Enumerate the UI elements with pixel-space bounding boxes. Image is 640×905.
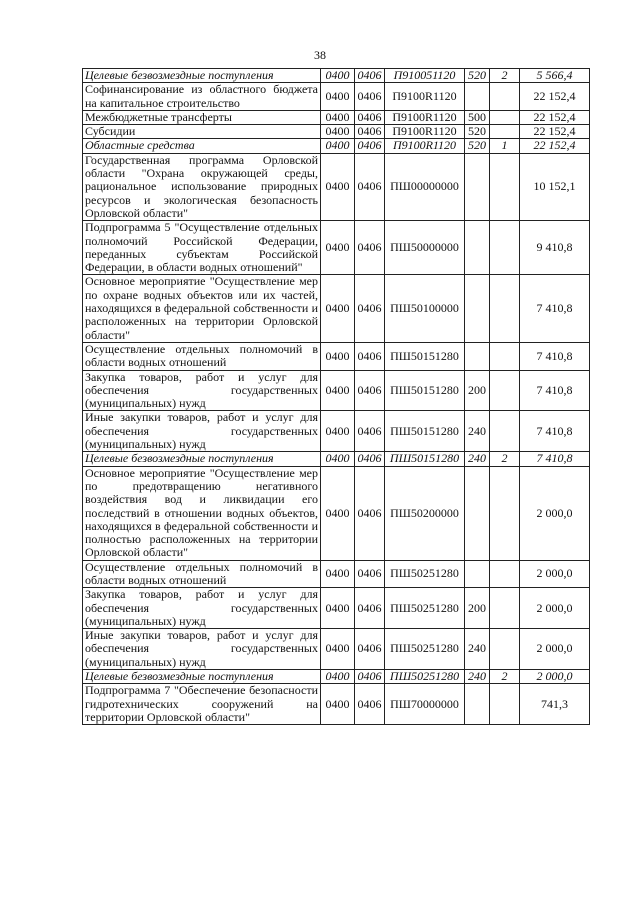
target-code-cell: ПШ50100000 bbox=[385, 275, 465, 342]
amount-cell: 2 000,0 bbox=[520, 560, 590, 588]
section-cell: 0400 bbox=[321, 153, 355, 220]
section-cell: 0400 bbox=[321, 629, 355, 670]
target-code-cell: П910051120 bbox=[385, 69, 465, 83]
target-code-cell: ПШ50251280 bbox=[385, 670, 465, 684]
row-name-cell: Государственная программа Орловской области "Охрана окружающей среды, рациональное использование природных ресурсов и экологическая безопасность Орловской области" bbox=[83, 153, 321, 220]
row-name-cell: Софинансирование из областного бюджета на капитальное строительство bbox=[83, 83, 321, 111]
row-name-cell: Иные закупки товаров, работ и услуг для обеспечения государственных (муниципальных) нужд bbox=[83, 411, 321, 452]
source-cell: 2 bbox=[490, 670, 520, 684]
row-name-cell: Основное мероприятие "Осуществление мер по предотвращению негативного воздействия вод и ликвидации его последствий в отношении водных объектов, находящихся в федеральной собственности и полностью расположенных на территории Орловской области" bbox=[83, 466, 321, 560]
table-row bbox=[83, 342, 590, 370]
source-cell bbox=[490, 275, 520, 342]
row-name-cell: Закупка товаров, работ и услуг для обеспечения государственных (муниципальных) нужд bbox=[83, 370, 321, 411]
row-name-cell: Подпрограмма 7 "Обеспечение безопасности гидротехнических сооружений на территории Орловской области" bbox=[83, 684, 321, 725]
table-row bbox=[83, 411, 590, 452]
target-code-cell: П9100R1120 bbox=[385, 139, 465, 153]
subsection-cell: 0406 bbox=[355, 588, 385, 629]
target-code-cell: ПШ50251280 bbox=[385, 629, 465, 670]
page-number: 38 bbox=[314, 48, 326, 62]
source-cell bbox=[490, 684, 520, 725]
target-code-cell: ПШ50251280 bbox=[385, 560, 465, 588]
section-cell: 0400 bbox=[321, 125, 355, 139]
table-row bbox=[83, 588, 590, 629]
section-cell: 0400 bbox=[321, 411, 355, 452]
expense-type-cell: 500 bbox=[465, 110, 490, 124]
section-cell: 0400 bbox=[321, 560, 355, 588]
expense-type-cell bbox=[465, 153, 490, 220]
source-cell bbox=[490, 125, 520, 139]
section-cell: 0400 bbox=[321, 221, 355, 275]
source-cell bbox=[490, 221, 520, 275]
amount-cell: 7 410,8 bbox=[520, 452, 590, 466]
subsection-cell: 0406 bbox=[355, 560, 385, 588]
row-name-cell: Целевые безвозмездные поступления bbox=[83, 670, 321, 684]
subsection-cell: 0406 bbox=[355, 110, 385, 124]
row-name-cell: Осуществление отдельных полномочий в области водных отношений bbox=[83, 560, 321, 588]
source-cell bbox=[490, 629, 520, 670]
row-name-cell: Подпрограмма 5 "Осуществление отдельных полномочий Российской Федерации, переданных субъектам Российской Федерации, в области водных отношений" bbox=[83, 221, 321, 275]
amount-cell: 7 410,8 bbox=[520, 275, 590, 342]
source-cell bbox=[490, 560, 520, 588]
expense-type-cell: 520 bbox=[465, 139, 490, 153]
subsection-cell: 0406 bbox=[355, 670, 385, 684]
expense-type-cell bbox=[465, 83, 490, 111]
table-row bbox=[83, 370, 590, 411]
subsection-cell: 0406 bbox=[355, 221, 385, 275]
source-cell: 2 bbox=[490, 69, 520, 83]
expense-type-cell: 520 bbox=[465, 125, 490, 139]
target-code-cell: ПШ50151280 bbox=[385, 411, 465, 452]
expense-type-cell: 240 bbox=[465, 411, 490, 452]
target-code-cell: ПШ70000000 bbox=[385, 684, 465, 725]
section-cell: 0400 bbox=[321, 83, 355, 111]
table-row bbox=[83, 139, 590, 153]
subsection-cell: 0406 bbox=[355, 125, 385, 139]
subsection-cell: 0406 bbox=[355, 466, 385, 560]
expense-type-cell bbox=[465, 560, 490, 588]
budget-table bbox=[82, 68, 590, 725]
subsection-cell: 0406 bbox=[355, 342, 385, 370]
target-code-cell: П9100R1120 bbox=[385, 83, 465, 111]
expense-type-cell: 200 bbox=[465, 370, 490, 411]
section-cell: 0400 bbox=[321, 139, 355, 153]
amount-cell: 22 152,4 bbox=[520, 110, 590, 124]
target-code-cell: ПШ50151280 bbox=[385, 370, 465, 411]
section-cell: 0400 bbox=[321, 670, 355, 684]
table-row bbox=[83, 452, 590, 466]
source-cell bbox=[490, 342, 520, 370]
section-cell: 0400 bbox=[321, 110, 355, 124]
table-row bbox=[83, 275, 590, 342]
subsection-cell: 0406 bbox=[355, 83, 385, 111]
amount-cell: 741,3 bbox=[520, 684, 590, 725]
row-name-cell: Иные закупки товаров, работ и услуг для обеспечения государственных (муниципальных) нужд bbox=[83, 629, 321, 670]
row-name-cell: Целевые безвозмездные поступления bbox=[83, 69, 321, 83]
amount-cell: 7 410,8 bbox=[520, 370, 590, 411]
expense-type-cell: 520 bbox=[465, 69, 490, 83]
row-name-cell: Основное мероприятие "Осуществление мер по охране водных объектов или их частей, находящихся в федеральной собственности и расположенных на территории Орловской области" bbox=[83, 275, 321, 342]
target-code-cell: П9100R1120 bbox=[385, 110, 465, 124]
table-row bbox=[83, 560, 590, 588]
target-code-cell: П9100R1120 bbox=[385, 125, 465, 139]
table-row bbox=[83, 629, 590, 670]
target-code-cell: ПШ50151280 bbox=[385, 452, 465, 466]
table-row bbox=[83, 670, 590, 684]
amount-cell: 22 152,4 bbox=[520, 125, 590, 139]
source-cell bbox=[490, 110, 520, 124]
source-cell: 2 bbox=[490, 452, 520, 466]
section-cell: 0400 bbox=[321, 684, 355, 725]
section-cell: 0400 bbox=[321, 452, 355, 466]
source-cell bbox=[490, 153, 520, 220]
source-cell bbox=[490, 83, 520, 111]
source-cell bbox=[490, 466, 520, 560]
row-name-cell: Субсидии bbox=[83, 125, 321, 139]
subsection-cell: 0406 bbox=[355, 684, 385, 725]
amount-cell: 7 410,8 bbox=[520, 411, 590, 452]
amount-cell: 22 152,4 bbox=[520, 139, 590, 153]
table-row bbox=[83, 466, 590, 560]
expense-type-cell bbox=[465, 466, 490, 560]
row-name-cell: Целевые безвозмездные поступления bbox=[83, 452, 321, 466]
subsection-cell: 0406 bbox=[355, 629, 385, 670]
table-row bbox=[83, 125, 590, 139]
amount-cell: 2 000,0 bbox=[520, 629, 590, 670]
table-row bbox=[83, 110, 590, 124]
section-cell: 0400 bbox=[321, 275, 355, 342]
amount-cell: 2 000,0 bbox=[520, 670, 590, 684]
expense-type-cell: 240 bbox=[465, 629, 490, 670]
amount-cell: 7 410,8 bbox=[520, 342, 590, 370]
amount-cell: 22 152,4 bbox=[520, 83, 590, 111]
source-cell bbox=[490, 370, 520, 411]
table-row bbox=[83, 684, 590, 725]
target-code-cell: ПШ50151280 bbox=[385, 342, 465, 370]
subsection-cell: 0406 bbox=[355, 139, 385, 153]
row-name-cell: Областные средства bbox=[83, 139, 321, 153]
subsection-cell: 0406 bbox=[355, 452, 385, 466]
subsection-cell: 0406 bbox=[355, 411, 385, 452]
section-cell: 0400 bbox=[321, 342, 355, 370]
subsection-cell: 0406 bbox=[355, 69, 385, 83]
expense-type-cell: 200 bbox=[465, 588, 490, 629]
subsection-cell: 0406 bbox=[355, 370, 385, 411]
source-cell: 1 bbox=[490, 139, 520, 153]
table-row bbox=[83, 83, 590, 111]
row-name-cell: Закупка товаров, работ и услуг для обеспечения государственных (муниципальных) нужд bbox=[83, 588, 321, 629]
target-code-cell: ПШ50200000 bbox=[385, 466, 465, 560]
table-row bbox=[83, 69, 590, 83]
subsection-cell: 0406 bbox=[355, 153, 385, 220]
amount-cell: 2 000,0 bbox=[520, 588, 590, 629]
source-cell bbox=[490, 411, 520, 452]
expense-type-cell bbox=[465, 275, 490, 342]
expense-type-cell: 240 bbox=[465, 452, 490, 466]
section-cell: 0400 bbox=[321, 69, 355, 83]
source-cell bbox=[490, 588, 520, 629]
section-cell: 0400 bbox=[321, 466, 355, 560]
expense-type-cell bbox=[465, 342, 490, 370]
target-code-cell: ПШ00000000 bbox=[385, 153, 465, 220]
row-name-cell: Межбюджетные трансферты bbox=[83, 110, 321, 124]
table-row bbox=[83, 153, 590, 220]
row-name-cell: Осуществление отдельных полномочий в области водных отношений bbox=[83, 342, 321, 370]
table-row bbox=[83, 221, 590, 275]
amount-cell: 9 410,8 bbox=[520, 221, 590, 275]
amount-cell: 10 152,1 bbox=[520, 153, 590, 220]
target-code-cell: ПШ50251280 bbox=[385, 588, 465, 629]
section-cell: 0400 bbox=[321, 370, 355, 411]
section-cell: 0400 bbox=[321, 588, 355, 629]
expense-type-cell bbox=[465, 684, 490, 725]
amount-cell: 2 000,0 bbox=[520, 466, 590, 560]
target-code-cell: ПШ50000000 bbox=[385, 221, 465, 275]
subsection-cell: 0406 bbox=[355, 275, 385, 342]
expense-type-cell bbox=[465, 221, 490, 275]
expense-type-cell: 240 bbox=[465, 670, 490, 684]
amount-cell: 5 566,4 bbox=[520, 69, 590, 83]
